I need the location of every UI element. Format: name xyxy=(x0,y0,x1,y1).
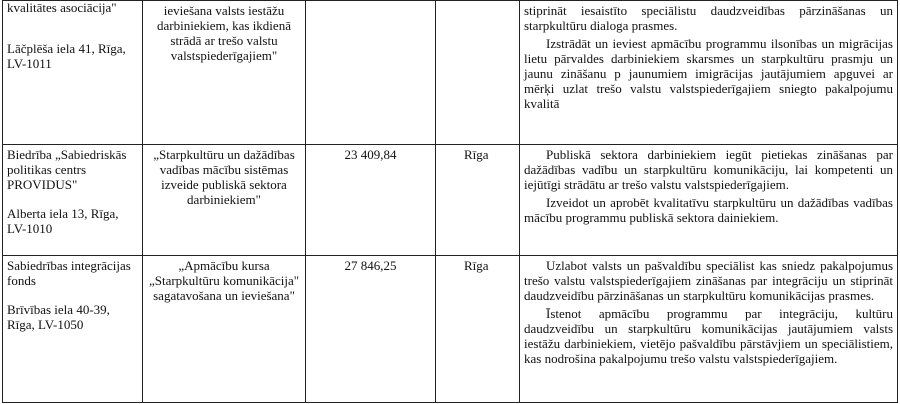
project-place xyxy=(436,1,520,145)
project-title: „Apmācību kursa „Starpkultūru komunikācija" sagatavošana un ieviešana" xyxy=(143,256,306,403)
organization-name: Biedrība „Sabiedriskās politikas centrs PROVIDUS" xyxy=(7,147,127,192)
description-paragraph: stiprināt iesaistīto speciālistu daudzveidības pārzināšanas un starpkultūru dialoga prasmes. xyxy=(524,3,893,33)
description-paragraph: Uzlabot valsts un pašvaldību speciālist kas sniedz pakalpojumus trešo valstu valstspiederīgajiem zināšanas par integrāciju un stiprināt daudzveidību pārzināšanas un starpkultūru komunikācijas prasmes. xyxy=(524,258,893,303)
organization-cell xyxy=(3,145,143,256)
organization-address: Lāčplēša iela 41, Rīga, LV-1011 xyxy=(7,41,126,71)
project-title: „Starpkultūru un dažādības vadības mācību sistēmas izveide publiskā sektora darbiniekiem" xyxy=(143,145,306,256)
project-amount xyxy=(306,1,436,145)
projects-table xyxy=(2,0,898,403)
project-description xyxy=(520,1,898,145)
project-description xyxy=(520,256,898,403)
table-row xyxy=(3,145,898,256)
project-amount: 27 846,25 xyxy=(306,256,436,403)
organization-address: Alberta iela 13, Rīga, LV-1010 xyxy=(7,206,119,236)
description-paragraph: Publiskā sektora darbiniekiem iegūt pietiekas zināšanas par dažādības vadību un starpkultūru komunikāciju, lai kompetenti un iejūtīgi strādātu ar trešo valstu valstspiederīgajiem. xyxy=(524,147,893,192)
organization-cell xyxy=(3,1,143,145)
organization-name: Sabiedrības integrācijas fonds xyxy=(7,258,131,288)
organization-name: kvalitātes asociācija" xyxy=(7,0,117,15)
description-paragraph: Īstenot apmācību programmu par integrāciju, kultūru daudzveidību un starpkultūru komunikācijas jautājumiem valsts iestāžu darbiniekiem, vietējo pašvaldību pārstāvjiem un speciālistiem, kas nodrošina pakalpojumu trešo valstu valstspiederīgajiem. xyxy=(524,306,893,366)
description-paragraph: Izstrādāt un ieviest apmācību programmu ilsonības un migrācijas lietu pārvaldes darbiniekiem skarsmes un starpkultūru prasmju un jaunu zināšanu p jaunumiem imigrācijas jautājumiem apguvei ar mērķi uzlat trešo valstu valstspiederīgajiem sniegto pakalpojumu kvalitā xyxy=(524,36,893,111)
table-row xyxy=(3,1,898,145)
project-description xyxy=(520,145,898,256)
project-place: Rīga xyxy=(436,256,520,403)
table-row xyxy=(3,256,898,403)
organization-address: Brīvības iela 40-39, Rīga, LV-1050 xyxy=(7,302,110,332)
description-paragraph: Izveidot un aprobēt kvalitatīvu starpkultūru un dažādības vadības mācību programmu publiskā sektora dainiekiem. xyxy=(524,195,893,225)
project-title: ieviešana valsts iestāžu darbiniekiem, kas ikdienā strādā ar trešo valstu valstspiederīgajiem" xyxy=(143,1,306,145)
organization-cell xyxy=(3,256,143,403)
project-place: Rīga xyxy=(436,145,520,256)
project-amount: 23 409,84 xyxy=(306,145,436,256)
